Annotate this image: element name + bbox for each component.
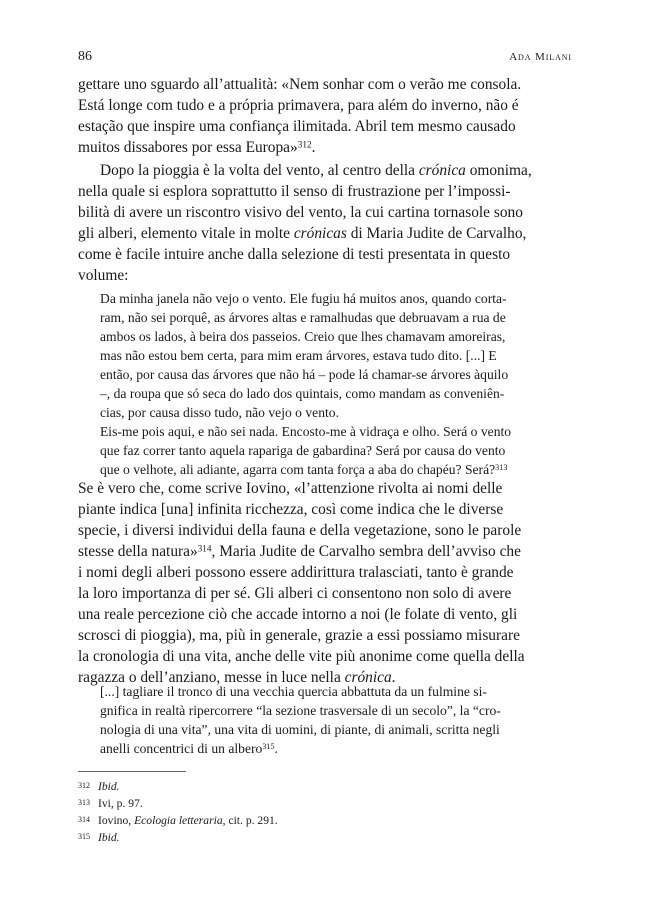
quote-line: –, da roupa que só seca do lado dos quintais, como mandam as conveniên- bbox=[100, 386, 505, 401]
text-line: volume: bbox=[78, 267, 129, 284]
footnote-ref[interactable]: 314 bbox=[197, 543, 212, 554]
text-line: piante indica [una] infinita ricchezza, così come indica che le diverse bbox=[78, 501, 504, 518]
text-line: Dopo la pioggia è la volta del vento, al centro della crónica omonima, bbox=[100, 162, 532, 179]
footnote-divider bbox=[78, 771, 186, 772]
quote-line: ram, não sei porquê, as árvores altas e ramalhudas que debruavam a rua de bbox=[100, 310, 506, 325]
quote-line: cias, por causa disso tudo, não vejo o vento. bbox=[100, 405, 339, 420]
quote-line: então, por causa das árvores que não há – pode lá chamar-se árvores àquilo bbox=[100, 367, 509, 382]
footnote: 315 Ibid. bbox=[78, 831, 120, 844]
text-line: la cronologia di una vita, anche delle vite più anonime come quella della bbox=[78, 648, 525, 665]
text-line: i nomi degli alberi possono essere addirittura tralasciati, tanto è grande bbox=[78, 564, 514, 581]
text-line: Se è vero che, come scrive Iovino, «l’attenzione rivolta ai nomi delle bbox=[78, 480, 503, 497]
quote-line: mas não estou bem certa, para mim eram árvores, estava tudo dito. [...] E bbox=[100, 348, 497, 363]
quote-line: gnifica in realtà ripercorrere “la sezione trasversale di un secolo”, la “cro- bbox=[100, 703, 501, 718]
running-head: Ada Milani bbox=[509, 51, 572, 63]
footnote-ref[interactable]: 315 bbox=[262, 741, 275, 751]
text-line: gli alberi, elemento vitale in molte crónicas di Maria Judite de Carvalho, bbox=[78, 225, 527, 242]
text-line: come è facile intuire anche dalla selezione di testi presentata in questo bbox=[78, 246, 511, 263]
footnote-ref[interactable]: 312 bbox=[297, 139, 312, 150]
text-line: ragazza o dell’anziano, messe in luce nella crónica. bbox=[78, 669, 396, 686]
footnote-ref[interactable]: 313 bbox=[495, 462, 508, 472]
footnote: 312 Ibid. bbox=[78, 780, 120, 793]
text-line: estação que inspire uma confiança ilimitada. Abril tem mesmo causado bbox=[78, 118, 516, 135]
quote-line: Eis-me pois aqui, e não sei nada. Encosto-me à vidraça e olho. Será o vento bbox=[100, 424, 512, 439]
text-line: gettare uno sguardo all’attualità: «Nem sonhar com o verão me consola. bbox=[78, 76, 522, 93]
text-line: stesse della natura»$^{314}$, Maria Judite de Carvalho sembra dell’avviso che bbox=[78, 543, 521, 560]
quote-line: Da minha janela não vejo o vento. Ele fugiu há muitos anos, quando corta- bbox=[100, 291, 507, 306]
quote-line: ambos os lados, à beira dos passeios. Creio que lhes chamavam amoreiras, bbox=[100, 329, 506, 344]
text-line: nella quale si esplora soprattutto il senso di frustrazione per l’impossi- bbox=[78, 183, 511, 200]
text-line: muitos dissabores por essa Europa»$^{312}$. bbox=[78, 139, 316, 156]
quote-line: que faz correr tanto aquela rapariga de gabardina? Será por causa do vento bbox=[100, 443, 506, 458]
quote-line: nologia di una vita”, una vita di uomini, di piante, di animali, scritta negli bbox=[100, 722, 500, 737]
text-line: scrosci di pioggia), ma, più in generale, grazie a essi possiamo misurare bbox=[78, 627, 520, 644]
quote-line: [...] tagliare il tronco di una vecchia quercia abbattuta da un fulmine si- bbox=[100, 684, 487, 699]
quote-line: anelli concentrici di un albero$^{315}$. bbox=[100, 741, 278, 756]
text-line: una reale percezione ciò che accade intorno a noi (le folate di vento, gli bbox=[78, 606, 518, 623]
text-line: specie, i diversi individui della fauna e della vegetazione, sono le parole bbox=[78, 522, 522, 539]
quote-line: que o velhote, ali adiante, agarra com tanta força a aba do chapéu? Será?$^{313}$ bbox=[100, 462, 508, 477]
footnote: 313 Ivi, p. 97. bbox=[78, 797, 143, 810]
page-number: 86 bbox=[78, 49, 92, 64]
text-line: la loro importanza di per sé. Gli alberi ci consentono non solo di avere bbox=[78, 585, 512, 602]
footnote: 314 Iovino, Ecologia letteraria, cit. p. 291. bbox=[78, 814, 278, 827]
text-line: bilità di avere un riscontro visivo del vento, la cui cartina tornasole sono bbox=[78, 204, 523, 221]
text-line: Está longe com tudo e a própria primavera, para além do inverno, não é bbox=[78, 97, 519, 114]
